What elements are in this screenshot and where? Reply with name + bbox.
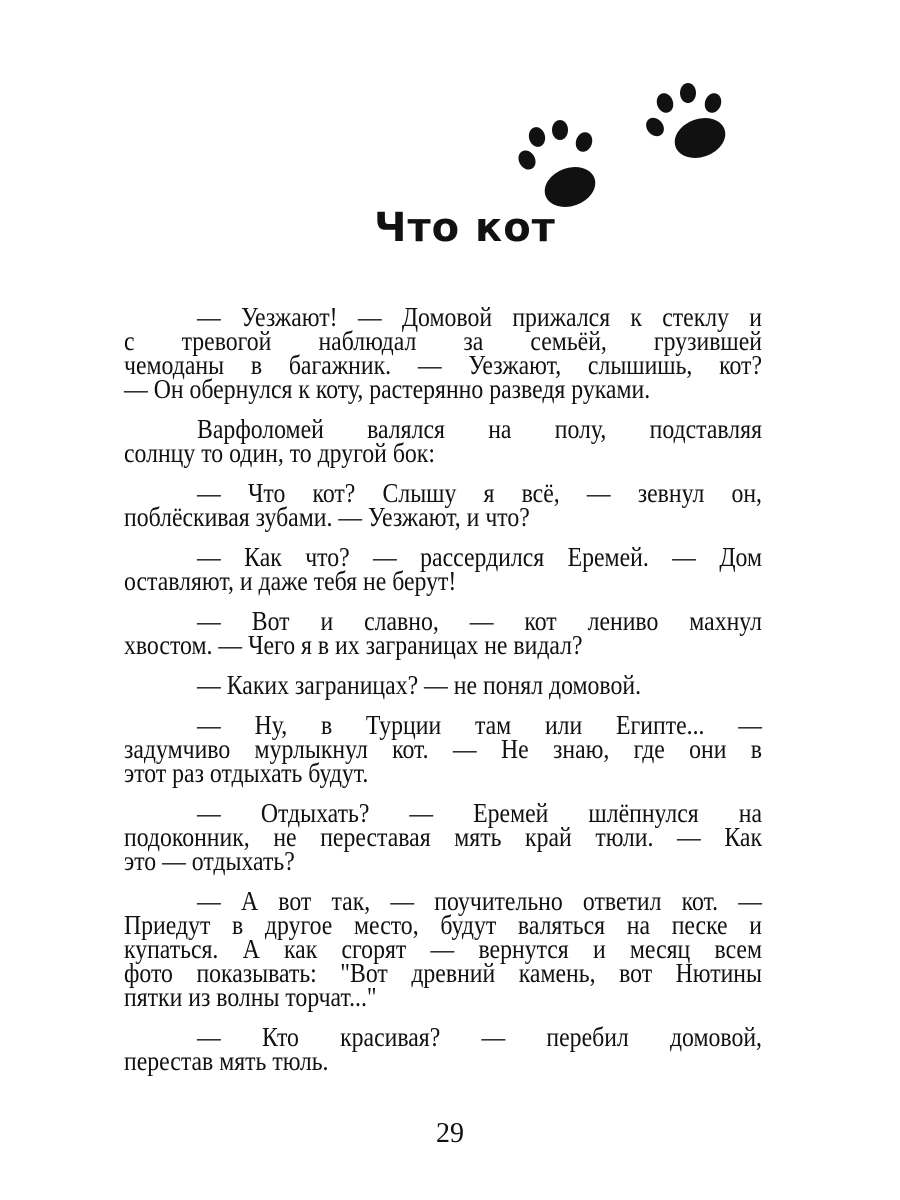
paragraph — [124, 670, 762, 700]
body-text — [124, 302, 762, 1089]
text-line: — Уезжают! — Домовой прижался к стеклу и — [197, 302, 762, 332]
paragraph — [124, 414, 762, 468]
text-line: — Вот и славно, — кот лениво махнул — [197, 606, 762, 636]
text-line: — Кто красивая? — перебил домовой, — [197, 1022, 762, 1052]
paragraph — [124, 542, 762, 596]
paragraph — [124, 798, 762, 876]
text-line: задумчиво мурлыкнул кот. — Не знаю, где они в — [124, 734, 762, 764]
text-line: Приедут в другое место, будут валяться на песке и — [124, 910, 762, 940]
text-line: пятки из волны торчат..." — [124, 982, 377, 1012]
paragraph — [124, 886, 762, 1012]
chapter-title: Что кот — [374, 205, 556, 251]
text-line: — Каких заграницах? — не понял домовой. — [197, 670, 642, 700]
text-line: с тревогой наблюдал за семьёй, грузившей — [124, 326, 762, 356]
text-line: — А вот так, — поучительно ответил кот. — — [197, 886, 762, 916]
text-line: поблёскивая зубами. — Уезжают, и что? — [124, 502, 530, 532]
text-line: фото показывать: "Вот древний камень, вот Нютины — [124, 958, 762, 988]
paragraph — [124, 302, 762, 404]
text-line: этот раз отдыхать будут. — [124, 758, 369, 788]
paragraph — [124, 478, 762, 532]
paragraph — [124, 1022, 762, 1076]
text-line: — Отдыхать? — Еремей шлёпнулся на — [197, 798, 762, 828]
text-line: — Как что? — рассердился Еремей. — Дом — [197, 542, 762, 572]
text-line: купаться. А как сгорят — вернутся и месяц всем — [124, 934, 762, 964]
text-line: солнцу то один, то другой бок: — [124, 438, 435, 468]
paragraph — [124, 606, 762, 660]
text-line: подоконник, не переставая мять край тюли. — Как — [124, 822, 762, 852]
text-line: чемоданы в багажник. — Уезжают, слышишь, кот? — [124, 350, 762, 380]
paw-prints-icon — [500, 75, 750, 215]
text-line: — Ну, в Турции там или Египте... — — [197, 710, 762, 740]
text-line: Варфоломей валялся на полу, подставляя — [197, 414, 762, 444]
text-line: оставляют, и даже тебя не берут! — [124, 566, 457, 596]
text-line: — Он обернулся к коту, растерянно разведя руками. — [124, 374, 651, 404]
text-line: перестав мять тюль. — [124, 1046, 329, 1076]
text-line: это — отдыхать? — [124, 846, 295, 876]
text-line: хвостом. — Чего я в их заграницах не видал? — [124, 630, 583, 660]
text-line: — Что кот? Слышу я всё, — зевнул он, — [197, 478, 762, 508]
page-number: 29 — [436, 1118, 464, 1149]
paragraph — [124, 710, 762, 788]
